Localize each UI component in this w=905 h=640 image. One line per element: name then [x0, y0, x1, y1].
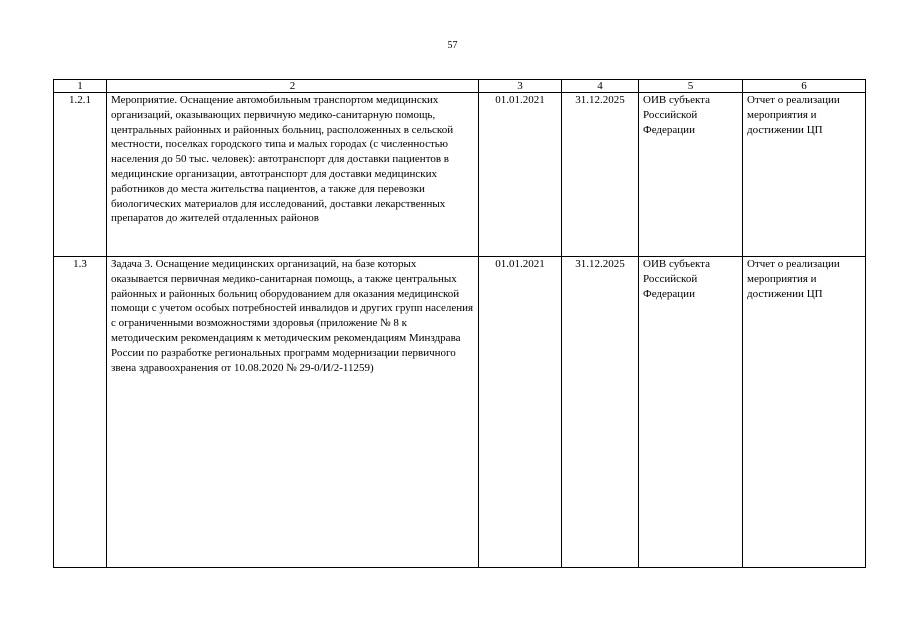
table-row [54, 93, 866, 257]
executor-cell: ОИВ субъекта Российской Федерации [639, 257, 743, 568]
column-header: 6 [743, 80, 866, 93]
start-date-cell: 01.01.2021 [479, 93, 562, 257]
item-number-cell: 1.3 [54, 257, 107, 568]
table-row [54, 257, 866, 568]
description-cell: Мероприятие. Оснащение автомобильным транспортом медицинских организаций, оказывающих первичную медико-санитарную помощь, центральных районных и районных больниц, расположенных в сельской местности, поселках городского типа и малых городах (с численностью населения до 50 тыс. человек): автотранспорт для доставки пациентов в медицинские организации, автотранспорт для доставки медицинских работников до места жительства пациентов, а также для перевозки биологических материалов для исследований, доставки лекарственных препаратов до жителей отдаленных районов [107, 93, 479, 257]
document-table [53, 79, 866, 568]
column-header: 5 [639, 80, 743, 93]
table-header-row [54, 80, 866, 93]
executor-cell: ОИВ субъекта Российской Федерации [639, 93, 743, 257]
column-header: 4 [562, 80, 639, 93]
page-number: 57 [447, 40, 458, 51]
column-header: 2 [107, 80, 479, 93]
column-header: 1 [54, 80, 107, 93]
result-cell: Отчет о реализации мероприятия и достижении ЦП [743, 257, 866, 568]
end-date-cell: 31.12.2025 [562, 93, 639, 257]
start-date-cell: 01.01.2021 [479, 257, 562, 568]
result-cell: Отчет о реализации мероприятия и достижении ЦП [743, 93, 866, 257]
description-cell: Задача 3. Оснащение медицинских организаций, на базе которых оказывается первичная медико-санитарная помощь, а также центральных районных и районных больниц оборудованием для оказания медицинской помощи с учетом особых потребностей инвалидов и других групп населения с ограниченными возможностями здоровья (приложение № 8 к методическим рекомендациям к методическим рекомендациям Минздрава России по разработке региональных программ модернизации первичного звена здравоохранения от 10.08.2020 № 29-0/И/2-11259) [107, 257, 479, 568]
end-date-cell: 31.12.2025 [562, 257, 639, 568]
column-header: 3 [479, 80, 562, 93]
item-number-cell: 1.2.1 [54, 93, 107, 257]
